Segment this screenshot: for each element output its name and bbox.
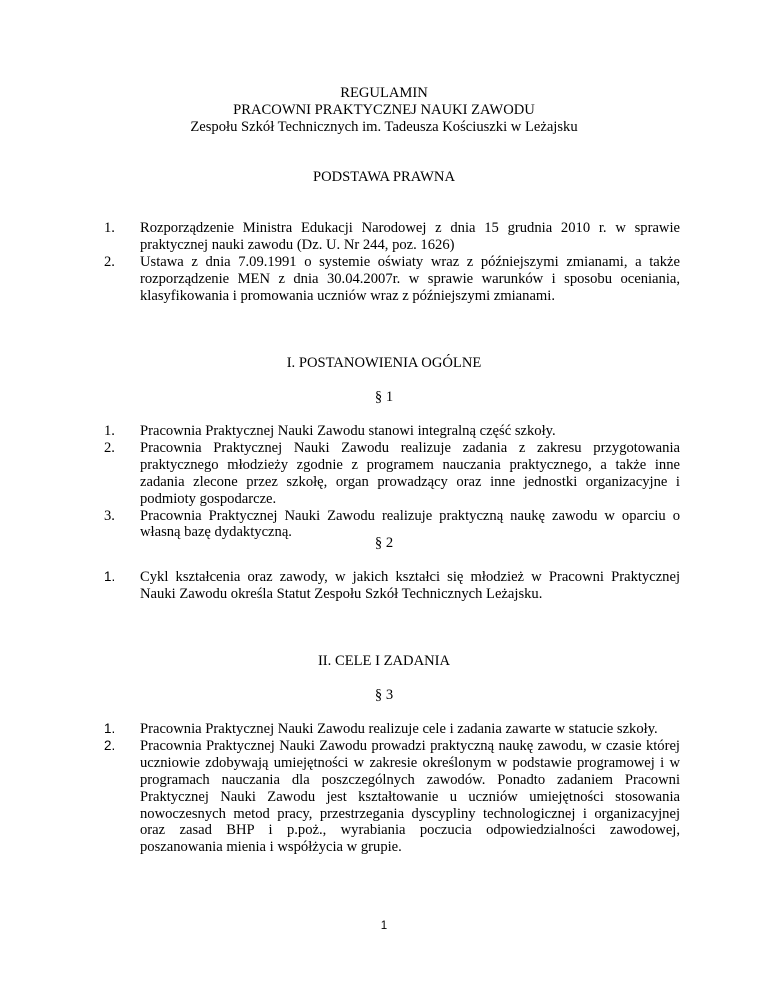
- list-text: Pracownia Praktycznej Nauki Zawodu realizuje praktyczną naukę zawodu w oparciu o własną bazę dydaktyczną.: [140, 507, 680, 541]
- section-heading: I. POSTANOWIENIA OGÓLNE: [286, 355, 482, 371]
- document-title: REGULAMIN: [340, 85, 428, 101]
- list-item: [104, 254, 680, 305]
- legal-basis-list: [104, 220, 680, 305]
- list-text: Pracownia Praktycznej Nauki Zawodu realizuje cele i zadania zawarte w statucie szkoły.: [140, 721, 658, 737]
- list-number: 1.: [104, 721, 116, 736]
- list-number: 2.: [104, 439, 115, 456]
- list-text: Pracownia Praktycznej Nauki Zawodu stanowi integralną część szkoły.: [140, 423, 556, 439]
- school-name: Zespołu Szkół Technicznych im. Tadeusza Kościuszki w Leżajsku: [190, 119, 578, 135]
- list-text: Pracownia Praktycznej Nauki Zawodu prowadzi praktyczną naukę zawodu, w czasie której uczniowie zdobywają umiejętności w zakresie określonym w podstawie programowej i w programach nauczania dla poszczególnych zawodów. Ponadto zadaniem Pracowni Praktycznej Nauki Zawodu jest kształtowanie u uczniów umiejętności stosowania nowoczesnych metod pracy, przestrzegania dyscypliny technologicznej i organizacyjnej oraz zasad BHP i p.poż., wyrabiania poczucia odpowiedzialności zawodowej, poszanowania mienia i współżycia w grupie.: [140, 737, 680, 856]
- list-text: Ustawa z dnia 7.09.1991 o systemie oświaty wraz z późniejszymi zmianami, a także rozporządzenie MEN z dnia 30.04.2007r. w sprawie warunków i sposobu oceniania, klasyfikowania i promowania uczniów wraz z późniejszymi zmianami.: [140, 253, 680, 304]
- section-heading: II. CELE I ZADANIA: [317, 653, 451, 669]
- list-item: [104, 738, 680, 856]
- list-item: [104, 569, 680, 603]
- legal-basis-heading: PODSTAWA PRAWNA: [312, 169, 456, 185]
- list-text: Rozporządzenie Ministra Edukacji Narodowej z dnia 15 grudnia 2010 r. w sprawie praktycznej nauki zawodu (Dz. U. Nr 244, poz. 1626): [140, 220, 680, 253]
- list-number: 2.: [104, 737, 116, 753]
- paragraph-label: § 2: [374, 535, 394, 551]
- list-item: [104, 440, 680, 508]
- list-number: 1.: [104, 569, 116, 584]
- page-number: 1: [380, 920, 388, 932]
- list-item: [104, 721, 680, 738]
- paragraph-label: § 3: [374, 687, 394, 703]
- list-text: Cykl kształcenia oraz zawody, w jakich kształci się młodzież w Pracowni Praktycznej Nauki Zawodu określa Statut Zespołu Szkół Technicznych Leżajsku.: [140, 569, 680, 602]
- list-number: 3.: [104, 507, 115, 524]
- list-text: Pracownia Praktycznej Nauki Zawodu realizuje zadania z zakresu przygotowania praktycznego młodzieży zgodnie z programem nauczania praktycznego, a także inne zadania zlecone przez szkołę, organ prowadzący oraz inne jednostki organizacyjne i podmioty gospodarcze.: [140, 439, 680, 507]
- paragraph-1-list: [104, 423, 680, 541]
- list-item: [104, 423, 680, 440]
- list-number: 1.: [104, 220, 115, 236]
- document-subtitle: PRACOWNI PRAKTYCZNEJ NAUKI ZAWODU: [233, 102, 535, 118]
- list-item: [104, 220, 680, 254]
- paragraph-3-list: [104, 721, 680, 856]
- list-number: 2.: [104, 253, 115, 270]
- list-number: 1.: [104, 423, 115, 439]
- paragraph-2-list: [104, 569, 680, 603]
- paragraph-label: § 1: [374, 389, 394, 405]
